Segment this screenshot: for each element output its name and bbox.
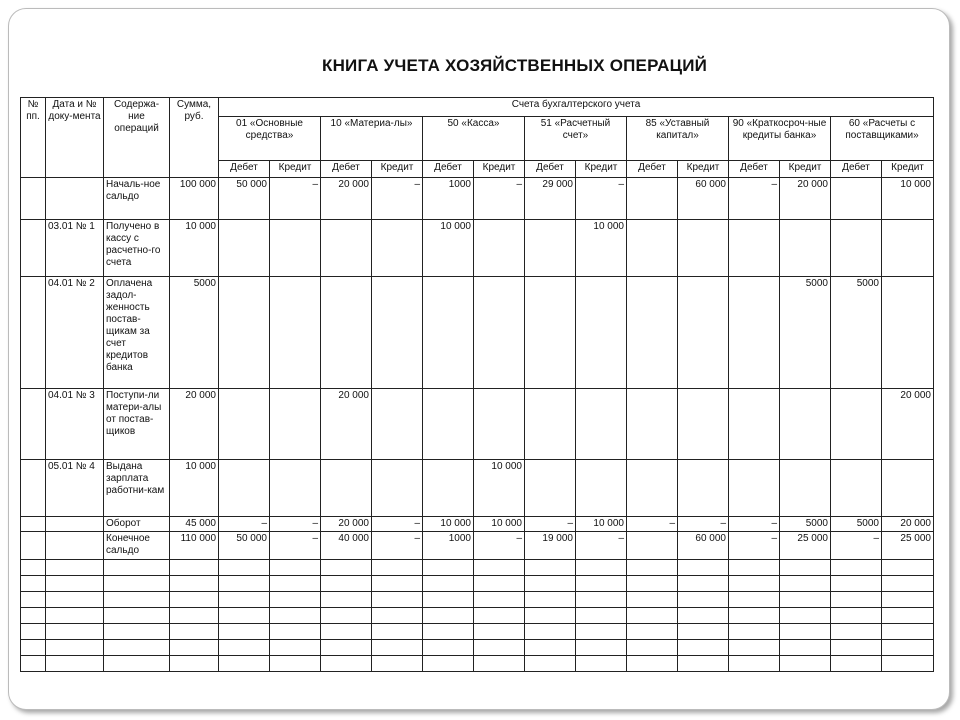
row-account-cell: – <box>678 517 729 532</box>
empty-cell <box>882 560 934 576</box>
empty-cell <box>576 640 627 656</box>
empty-cell <box>831 576 882 592</box>
empty-cell <box>104 656 170 672</box>
empty-cell <box>372 656 423 672</box>
empty-cell <box>831 608 882 624</box>
row-sum-cell: 110 000 <box>170 532 219 560</box>
ledger-table <box>20 97 934 672</box>
empty-row <box>21 560 934 576</box>
row-account-cell <box>882 460 934 517</box>
empty-cell <box>21 592 46 608</box>
empty-cell <box>321 608 372 624</box>
row-account-cell: 60 000 <box>678 178 729 220</box>
empty-cell <box>474 608 525 624</box>
row-account-cell: – <box>372 532 423 560</box>
row-num-cell <box>21 517 46 532</box>
empty-cell <box>104 592 170 608</box>
row-account-cell <box>525 389 576 460</box>
empty-cell <box>270 576 321 592</box>
debit-label: Дебет <box>423 161 474 178</box>
empty-cell <box>627 640 678 656</box>
empty-cell <box>780 608 831 624</box>
row-num-cell <box>21 532 46 560</box>
row-account-cell: – <box>270 178 321 220</box>
credit-label: Кредит <box>780 161 831 178</box>
debit-label: Дебет <box>831 161 882 178</box>
account-85: 85 «Уставный капитал» <box>627 117 729 161</box>
empty-cell <box>104 608 170 624</box>
row-account-cell <box>627 277 678 389</box>
row-account-cell <box>270 460 321 517</box>
row-account-cell: 10 000 <box>474 460 525 517</box>
row-account-cell: 50 000 <box>219 178 270 220</box>
row-account-cell <box>321 460 372 517</box>
page-title: КНИГА УЧЕТА ХОЗЯЙСТВЕННЫХ ОПЕРАЦИЙ <box>322 56 708 75</box>
row-num-cell <box>21 389 46 460</box>
empty-cell <box>423 560 474 576</box>
empty-cell <box>270 592 321 608</box>
row-account-cell: – <box>270 532 321 560</box>
row-sum-cell: 100 000 <box>170 178 219 220</box>
account-51: 51 «Расчетный счет» <box>525 117 627 161</box>
account-50: 50 «Касса» <box>423 117 525 161</box>
empty-cell <box>21 608 46 624</box>
empty-cell <box>104 640 170 656</box>
debit-label: Дебет <box>729 161 780 178</box>
empty-cell <box>474 640 525 656</box>
empty-cell <box>525 640 576 656</box>
row-account-cell: 1000 <box>423 532 474 560</box>
empty-cell <box>46 576 104 592</box>
row-date-cell: 04.01 № 3 <box>46 389 104 460</box>
empty-cell <box>219 576 270 592</box>
row-num-cell <box>21 178 46 220</box>
empty-cell <box>831 656 882 672</box>
empty-row <box>21 656 934 672</box>
empty-cell <box>678 640 729 656</box>
row-date-cell <box>46 532 104 560</box>
empty-cell <box>627 656 678 672</box>
empty-cell <box>46 624 104 640</box>
empty-cell <box>474 624 525 640</box>
empty-cell <box>576 592 627 608</box>
empty-cell <box>372 560 423 576</box>
account-10: 10 «Материа-лы» <box>321 117 423 161</box>
row-account-cell <box>729 220 780 277</box>
row-account-cell: – <box>219 517 270 532</box>
row-account-cell: – <box>627 517 678 532</box>
empty-cell <box>678 624 729 640</box>
row-sum-cell: 10 000 <box>170 460 219 517</box>
row-account-cell: 20 000 <box>321 178 372 220</box>
empty-cell <box>104 624 170 640</box>
row-account-cell: 1000 <box>423 178 474 220</box>
empty-cell <box>372 592 423 608</box>
empty-cell <box>831 560 882 576</box>
empty-cell <box>576 624 627 640</box>
header-sum: Сумма, руб. <box>170 98 219 178</box>
empty-cell <box>576 608 627 624</box>
empty-cell <box>372 624 423 640</box>
empty-cell <box>525 624 576 640</box>
row-account-cell <box>321 277 372 389</box>
row-account-cell <box>780 460 831 517</box>
row-account-cell <box>627 389 678 460</box>
empty-cell <box>780 656 831 672</box>
empty-cell <box>170 624 219 640</box>
empty-cell <box>678 656 729 672</box>
row-account-cell: 10 000 <box>576 220 627 277</box>
row-account-cell <box>627 220 678 277</box>
empty-cell <box>270 656 321 672</box>
empty-cell <box>46 560 104 576</box>
row-account-cell <box>627 178 678 220</box>
empty-cell <box>678 592 729 608</box>
row-account-cell <box>780 389 831 460</box>
account-01: 01 «Основные средства» <box>219 117 321 161</box>
row-account-cell: – <box>729 532 780 560</box>
table-row <box>21 389 934 460</box>
empty-cell <box>270 560 321 576</box>
empty-cell <box>729 624 780 640</box>
row-content-cell: Выдана зарплата работни-кам <box>104 460 170 517</box>
empty-cell <box>423 576 474 592</box>
row-account-cell: 10 000 <box>423 220 474 277</box>
header-content: Содержа-ние операций <box>104 98 170 178</box>
empty-cell <box>170 576 219 592</box>
row-sum-cell: 45 000 <box>170 517 219 532</box>
empty-cell <box>525 576 576 592</box>
row-account-cell <box>372 460 423 517</box>
row-account-cell: 29 000 <box>525 178 576 220</box>
empty-cell <box>170 656 219 672</box>
header-num: № пп. <box>21 98 46 178</box>
empty-cell <box>474 576 525 592</box>
row-account-cell <box>678 220 729 277</box>
row-account-cell <box>729 277 780 389</box>
row-account-cell: 60 000 <box>678 532 729 560</box>
row-num-cell <box>21 277 46 389</box>
row-account-cell <box>270 220 321 277</box>
row-account-cell <box>372 277 423 389</box>
empty-cell <box>423 592 474 608</box>
empty-cell <box>270 608 321 624</box>
empty-cell <box>423 656 474 672</box>
header-row-1 <box>21 98 934 117</box>
empty-cell <box>729 656 780 672</box>
row-sum-cell: 5000 <box>170 277 219 389</box>
table-row <box>21 460 934 517</box>
row-account-cell: 5000 <box>780 277 831 389</box>
empty-cell <box>372 640 423 656</box>
row-account-cell <box>627 532 678 560</box>
empty-row <box>21 576 934 592</box>
row-account-cell: 10 000 <box>576 517 627 532</box>
row-date-cell <box>46 517 104 532</box>
debit-label: Дебет <box>219 161 270 178</box>
empty-cell <box>270 624 321 640</box>
empty-cell <box>627 576 678 592</box>
row-account-cell <box>321 220 372 277</box>
empty-cell <box>678 576 729 592</box>
empty-cell <box>882 640 934 656</box>
credit-label: Кредит <box>372 161 423 178</box>
empty-cell <box>882 592 934 608</box>
row-sum-cell: 10 000 <box>170 220 219 277</box>
empty-cell <box>576 560 627 576</box>
table-row <box>21 532 934 560</box>
empty-cell <box>525 592 576 608</box>
empty-cell <box>423 624 474 640</box>
row-account-cell <box>525 220 576 277</box>
empty-cell <box>321 640 372 656</box>
empty-cell <box>423 608 474 624</box>
row-account-cell <box>219 277 270 389</box>
empty-cell <box>21 560 46 576</box>
row-account-cell <box>372 389 423 460</box>
empty-cell <box>627 608 678 624</box>
row-account-cell: 40 000 <box>321 532 372 560</box>
row-account-cell <box>576 389 627 460</box>
row-account-cell: – <box>474 178 525 220</box>
row-account-cell <box>525 277 576 389</box>
empty-cell <box>780 576 831 592</box>
empty-cell <box>882 576 934 592</box>
empty-cell <box>525 560 576 576</box>
row-account-cell: 5000 <box>831 517 882 532</box>
row-account-cell: 10 000 <box>882 178 934 220</box>
row-account-cell: – <box>831 532 882 560</box>
row-account-cell: 10 000 <box>423 517 474 532</box>
empty-cell <box>21 656 46 672</box>
empty-cell <box>170 560 219 576</box>
table-row <box>21 277 934 389</box>
row-account-cell: 20 000 <box>780 178 831 220</box>
row-account-cell <box>474 220 525 277</box>
empty-cell <box>219 656 270 672</box>
empty-cell <box>321 656 372 672</box>
row-account-cell <box>372 220 423 277</box>
empty-cell <box>21 624 46 640</box>
empty-cell <box>831 592 882 608</box>
row-account-cell <box>423 389 474 460</box>
empty-cell <box>882 624 934 640</box>
row-account-cell: – <box>729 517 780 532</box>
row-date-cell <box>46 178 104 220</box>
row-account-cell <box>678 277 729 389</box>
empty-cell <box>46 656 104 672</box>
credit-label: Кредит <box>474 161 525 178</box>
row-account-cell: – <box>372 178 423 220</box>
empty-cell <box>21 640 46 656</box>
row-account-cell <box>576 460 627 517</box>
empty-cell <box>729 576 780 592</box>
empty-row <box>21 592 934 608</box>
row-account-cell <box>270 389 321 460</box>
row-date-cell: 04.01 № 2 <box>46 277 104 389</box>
empty-cell <box>46 592 104 608</box>
row-account-cell <box>474 277 525 389</box>
empty-cell <box>780 624 831 640</box>
empty-cell <box>882 656 934 672</box>
row-account-cell: 20 000 <box>882 389 934 460</box>
row-content-cell: Конечное сальдо <box>104 532 170 560</box>
credit-label: Кредит <box>576 161 627 178</box>
empty-cell <box>21 576 46 592</box>
empty-cell <box>474 592 525 608</box>
empty-cell <box>627 624 678 640</box>
empty-cell <box>525 608 576 624</box>
row-account-cell: – <box>372 517 423 532</box>
row-content-cell: Оплачена задол-женность постав-щикам за счет кредитов банка <box>104 277 170 389</box>
row-account-cell: 10 000 <box>474 517 525 532</box>
empty-cell <box>780 592 831 608</box>
empty-cell <box>170 608 219 624</box>
row-account-cell <box>678 389 729 460</box>
row-account-cell: 20 000 <box>321 517 372 532</box>
row-account-cell: – <box>525 517 576 532</box>
empty-cell <box>729 560 780 576</box>
empty-cell <box>627 560 678 576</box>
empty-cell <box>219 640 270 656</box>
row-account-cell <box>780 220 831 277</box>
empty-cell <box>423 640 474 656</box>
row-account-cell <box>882 220 934 277</box>
row-account-cell: – <box>474 532 525 560</box>
empty-cell <box>321 592 372 608</box>
empty-cell <box>729 640 780 656</box>
row-account-cell: – <box>729 178 780 220</box>
row-account-cell <box>219 460 270 517</box>
empty-cell <box>372 576 423 592</box>
row-num-cell <box>21 220 46 277</box>
row-sum-cell: 20 000 <box>170 389 219 460</box>
empty-cell <box>46 608 104 624</box>
credit-label: Кредит <box>678 161 729 178</box>
header-accounts-group: Счета бухгалтерского учета <box>219 98 934 117</box>
empty-cell <box>104 576 170 592</box>
empty-cell <box>678 560 729 576</box>
row-account-cell <box>270 277 321 389</box>
empty-cell <box>525 656 576 672</box>
empty-row <box>21 608 934 624</box>
row-account-cell: 5000 <box>831 277 882 389</box>
row-account-cell <box>882 277 934 389</box>
row-num-cell <box>21 460 46 517</box>
row-account-cell: 20 000 <box>882 517 934 532</box>
empty-cell <box>270 640 321 656</box>
empty-cell <box>372 608 423 624</box>
empty-cell <box>780 640 831 656</box>
debit-label: Дебет <box>627 161 678 178</box>
empty-cell <box>321 624 372 640</box>
empty-cell <box>219 592 270 608</box>
empty-cell <box>46 640 104 656</box>
credit-label: Кредит <box>270 161 321 178</box>
row-account-cell <box>831 389 882 460</box>
row-content-cell: Началь-ное сальдо <box>104 178 170 220</box>
row-account-cell <box>729 389 780 460</box>
empty-cell <box>729 608 780 624</box>
row-account-cell <box>576 277 627 389</box>
row-account-cell <box>831 460 882 517</box>
row-account-cell: 25 000 <box>780 532 831 560</box>
row-account-cell: – <box>576 178 627 220</box>
empty-cell <box>627 592 678 608</box>
row-account-cell: – <box>270 517 321 532</box>
row-account-cell <box>525 460 576 517</box>
empty-cell <box>780 560 831 576</box>
empty-cell <box>831 640 882 656</box>
empty-cell <box>678 608 729 624</box>
empty-cell <box>321 560 372 576</box>
row-account-cell <box>678 460 729 517</box>
table-row <box>21 517 934 532</box>
table-row <box>21 220 934 277</box>
row-account-cell: 19 000 <box>525 532 576 560</box>
row-account-cell <box>423 460 474 517</box>
row-account-cell <box>729 460 780 517</box>
empty-cell <box>729 592 780 608</box>
empty-cell <box>576 656 627 672</box>
empty-cell <box>576 576 627 592</box>
empty-cell <box>474 656 525 672</box>
empty-row <box>21 624 934 640</box>
row-account-cell: 25 000 <box>882 532 934 560</box>
empty-cell <box>831 624 882 640</box>
empty-cell <box>474 560 525 576</box>
empty-cell <box>219 560 270 576</box>
credit-label: Кредит <box>882 161 934 178</box>
row-account-cell: 50 000 <box>219 532 270 560</box>
empty-cell <box>219 608 270 624</box>
row-date-cell: 05.01 № 4 <box>46 460 104 517</box>
row-account-cell <box>474 389 525 460</box>
empty-cell <box>104 560 170 576</box>
empty-cell <box>321 576 372 592</box>
row-account-cell <box>627 460 678 517</box>
row-account-cell <box>219 389 270 460</box>
empty-cell <box>170 592 219 608</box>
row-account-cell <box>831 178 882 220</box>
empty-row <box>21 640 934 656</box>
header-date: Дата и № доку-мента <box>46 98 104 178</box>
account-60: 60 «Расчеты с поставщиками» <box>831 117 934 161</box>
account-90: 90 «Краткосроч-ные кредиты банка» <box>729 117 831 161</box>
row-account-cell: – <box>576 532 627 560</box>
row-account-cell: 20 000 <box>321 389 372 460</box>
row-account-cell <box>831 220 882 277</box>
empty-cell <box>219 624 270 640</box>
row-content-cell: Оборот <box>104 517 170 532</box>
debit-label: Дебет <box>525 161 576 178</box>
empty-cell <box>882 608 934 624</box>
row-content-cell: Получено в кассу с расчетно-го счета <box>104 220 170 277</box>
debit-label: Дебет <box>321 161 372 178</box>
row-content-cell: Поступи-ли матери-алы от постав-щиков <box>104 389 170 460</box>
row-account-cell: 5000 <box>780 517 831 532</box>
table-row <box>21 178 934 220</box>
row-account-cell <box>423 277 474 389</box>
row-account-cell <box>219 220 270 277</box>
row-date-cell: 03.01 № 1 <box>46 220 104 277</box>
empty-cell <box>170 640 219 656</box>
